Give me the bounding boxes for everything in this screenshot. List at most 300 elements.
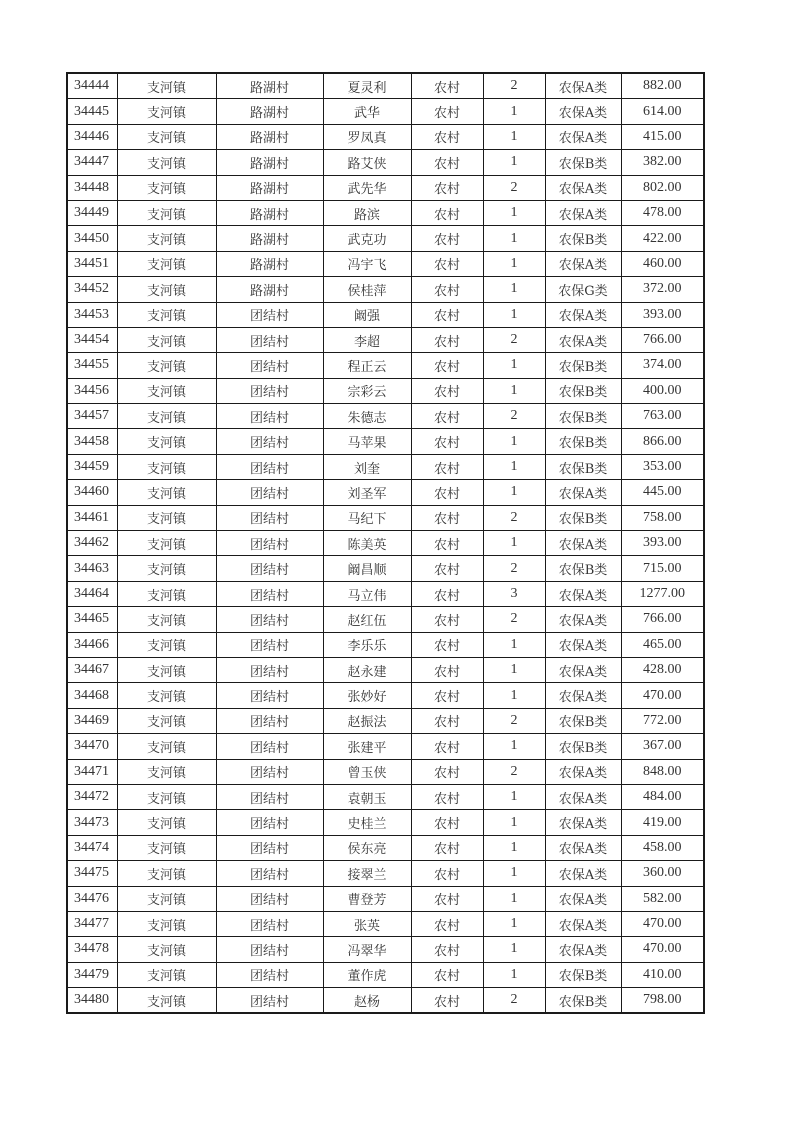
name-cell: 冯宇飞 [323, 251, 411, 276]
household-type-cell: 农村 [411, 404, 483, 429]
town-cell: 支河镇 [117, 835, 216, 860]
name-cell: 程正云 [323, 353, 411, 378]
village-cell: 路湖村 [216, 200, 323, 225]
table-row [67, 175, 704, 200]
category-cell: 农保B类 [545, 556, 621, 581]
category-cell: 农保A类 [545, 886, 621, 911]
category-cell: 农保A类 [545, 657, 621, 682]
category-cell: 农保A类 [545, 302, 621, 327]
category-cell: 农保A类 [545, 632, 621, 657]
category-cell: 农保B类 [545, 226, 621, 251]
record-id-cell: 34476 [67, 886, 117, 911]
member-count-cell: 1 [483, 429, 545, 454]
amount-cell: 458.00 [621, 835, 704, 860]
town-cell: 支河镇 [117, 861, 216, 886]
category-cell: 农保A类 [545, 175, 621, 200]
category-cell: 农保B类 [545, 353, 621, 378]
amount-cell: 360.00 [621, 861, 704, 886]
member-count-cell: 1 [483, 784, 545, 809]
village-cell: 团结村 [216, 505, 323, 530]
name-cell: 武先华 [323, 175, 411, 200]
record-id-cell: 34471 [67, 759, 117, 784]
town-cell: 支河镇 [117, 150, 216, 175]
amount-cell: 374.00 [621, 353, 704, 378]
table-row [67, 988, 704, 1014]
table-row [67, 734, 704, 759]
household-type-cell: 农村 [411, 200, 483, 225]
town-cell: 支河镇 [117, 683, 216, 708]
record-id-cell: 34460 [67, 480, 117, 505]
category-cell: 农保B类 [545, 404, 621, 429]
category-cell: 农保B类 [545, 429, 621, 454]
town-cell: 支河镇 [117, 200, 216, 225]
record-id-cell: 34459 [67, 454, 117, 479]
town-cell: 支河镇 [117, 607, 216, 632]
record-id-cell: 34475 [67, 861, 117, 886]
member-count-cell: 1 [483, 835, 545, 860]
category-cell: 农保B类 [545, 150, 621, 175]
amount-cell: 400.00 [621, 378, 704, 403]
name-cell: 袁朝玉 [323, 784, 411, 809]
name-cell: 阚强 [323, 302, 411, 327]
category-cell: 农保A类 [545, 911, 621, 936]
amount-cell: 445.00 [621, 480, 704, 505]
table-row [67, 607, 704, 632]
village-cell: 团结村 [216, 962, 323, 987]
amount-cell: 763.00 [621, 404, 704, 429]
village-cell: 团结村 [216, 708, 323, 733]
amount-cell: 798.00 [621, 988, 704, 1014]
table-row [67, 937, 704, 962]
amount-cell: 470.00 [621, 683, 704, 708]
village-cell: 路湖村 [216, 175, 323, 200]
table-row [67, 353, 704, 378]
name-cell: 武克功 [323, 226, 411, 251]
village-cell: 团结村 [216, 404, 323, 429]
member-count-cell: 1 [483, 886, 545, 911]
amount-cell: 415.00 [621, 124, 704, 149]
household-type-cell: 农村 [411, 607, 483, 632]
category-cell: 农保A类 [545, 200, 621, 225]
town-cell: 支河镇 [117, 632, 216, 657]
record-id-cell: 34446 [67, 124, 117, 149]
table-row [67, 784, 704, 809]
record-id-cell: 34457 [67, 404, 117, 429]
amount-cell: 382.00 [621, 150, 704, 175]
table-row [67, 124, 704, 149]
member-count-cell: 2 [483, 73, 545, 99]
category-cell: 农保A类 [545, 327, 621, 352]
name-cell: 刘圣军 [323, 480, 411, 505]
member-count-cell: 1 [483, 683, 545, 708]
member-count-cell: 1 [483, 937, 545, 962]
member-count-cell: 1 [483, 861, 545, 886]
household-type-cell: 农村 [411, 988, 483, 1014]
village-cell: 团结村 [216, 327, 323, 352]
record-id-cell: 34454 [67, 327, 117, 352]
town-cell: 支河镇 [117, 480, 216, 505]
household-type-cell: 农村 [411, 505, 483, 530]
member-count-cell: 1 [483, 531, 545, 556]
amount-cell: 766.00 [621, 607, 704, 632]
village-cell: 团结村 [216, 632, 323, 657]
category-cell: 农保A类 [545, 784, 621, 809]
member-count-cell: 1 [483, 378, 545, 403]
category-cell: 农保A类 [545, 759, 621, 784]
village-cell: 团结村 [216, 861, 323, 886]
town-cell: 支河镇 [117, 353, 216, 378]
member-count-cell: 1 [483, 200, 545, 225]
town-cell: 支河镇 [117, 251, 216, 276]
member-count-cell: 1 [483, 632, 545, 657]
name-cell: 陈美英 [323, 531, 411, 556]
village-cell: 路湖村 [216, 150, 323, 175]
household-type-cell: 农村 [411, 734, 483, 759]
amount-cell: 353.00 [621, 454, 704, 479]
village-cell: 团结村 [216, 378, 323, 403]
town-cell: 支河镇 [117, 937, 216, 962]
table-row [67, 480, 704, 505]
record-id-cell: 34479 [67, 962, 117, 987]
village-cell: 团结村 [216, 810, 323, 835]
household-type-cell: 农村 [411, 302, 483, 327]
member-count-cell: 2 [483, 708, 545, 733]
village-cell: 团结村 [216, 429, 323, 454]
category-cell: 农保A类 [545, 607, 621, 632]
amount-cell: 422.00 [621, 226, 704, 251]
village-cell: 团结村 [216, 531, 323, 556]
village-cell: 团结村 [216, 480, 323, 505]
village-cell: 团结村 [216, 886, 323, 911]
amount-cell: 470.00 [621, 937, 704, 962]
member-count-cell: 2 [483, 556, 545, 581]
town-cell: 支河镇 [117, 531, 216, 556]
record-id-cell: 34453 [67, 302, 117, 327]
amount-cell: 410.00 [621, 962, 704, 987]
member-count-cell: 2 [483, 505, 545, 530]
category-cell: 农保B类 [545, 708, 621, 733]
amount-cell: 484.00 [621, 784, 704, 809]
name-cell: 曹登芳 [323, 886, 411, 911]
table-row [67, 911, 704, 936]
category-cell: 农保A类 [545, 531, 621, 556]
name-cell: 张建平 [323, 734, 411, 759]
member-count-cell: 2 [483, 607, 545, 632]
town-cell: 支河镇 [117, 378, 216, 403]
amount-cell: 465.00 [621, 632, 704, 657]
category-cell: 农保G类 [545, 277, 621, 302]
table-row [67, 327, 704, 352]
category-cell: 农保A类 [545, 683, 621, 708]
household-type-cell: 农村 [411, 429, 483, 454]
name-cell: 路艾侠 [323, 150, 411, 175]
town-cell: 支河镇 [117, 810, 216, 835]
member-count-cell: 1 [483, 99, 545, 124]
household-type-cell: 农村 [411, 937, 483, 962]
record-id-cell: 34451 [67, 251, 117, 276]
household-type-cell: 农村 [411, 708, 483, 733]
category-cell: 农保A类 [545, 835, 621, 860]
town-cell: 支河镇 [117, 759, 216, 784]
name-cell: 夏灵利 [323, 73, 411, 99]
name-cell: 侯东亮 [323, 835, 411, 860]
amount-cell: 393.00 [621, 302, 704, 327]
name-cell: 董作虎 [323, 962, 411, 987]
table-row [67, 454, 704, 479]
household-type-cell: 农村 [411, 327, 483, 352]
record-id-cell: 34480 [67, 988, 117, 1014]
category-cell: 农保A类 [545, 73, 621, 99]
village-cell: 团结村 [216, 556, 323, 581]
household-type-cell: 农村 [411, 962, 483, 987]
town-cell: 支河镇 [117, 226, 216, 251]
town-cell: 支河镇 [117, 581, 216, 606]
record-id-cell: 34449 [67, 200, 117, 225]
household-type-cell: 农村 [411, 378, 483, 403]
record-id-cell: 34447 [67, 150, 117, 175]
record-id-cell: 34445 [67, 99, 117, 124]
household-type-cell: 农村 [411, 886, 483, 911]
category-cell: 农保B类 [545, 454, 621, 479]
village-cell: 团结村 [216, 302, 323, 327]
table-row [67, 73, 704, 99]
category-cell: 农保B类 [545, 988, 621, 1014]
name-cell: 赵振法 [323, 708, 411, 733]
member-count-cell: 2 [483, 404, 545, 429]
member-count-cell: 1 [483, 734, 545, 759]
village-cell: 路湖村 [216, 226, 323, 251]
category-cell: 农保B类 [545, 962, 621, 987]
village-cell: 团结村 [216, 607, 323, 632]
name-cell: 赵红伍 [323, 607, 411, 632]
category-cell: 农保A类 [545, 810, 621, 835]
town-cell: 支河镇 [117, 784, 216, 809]
table-row [67, 708, 704, 733]
town-cell: 支河镇 [117, 454, 216, 479]
town-cell: 支河镇 [117, 911, 216, 936]
record-id-cell: 34467 [67, 657, 117, 682]
amount-cell: 614.00 [621, 99, 704, 124]
town-cell: 支河镇 [117, 277, 216, 302]
name-cell: 马立伟 [323, 581, 411, 606]
table-row [67, 99, 704, 124]
category-cell: 农保A类 [545, 861, 621, 886]
town-cell: 支河镇 [117, 886, 216, 911]
name-cell: 刘奎 [323, 454, 411, 479]
record-id-cell: 34450 [67, 226, 117, 251]
amount-cell: 582.00 [621, 886, 704, 911]
category-cell: 农保B类 [545, 505, 621, 530]
town-cell: 支河镇 [117, 988, 216, 1014]
household-type-cell: 农村 [411, 683, 483, 708]
name-cell: 曾玉侠 [323, 759, 411, 784]
name-cell: 接翠兰 [323, 861, 411, 886]
amount-cell: 393.00 [621, 531, 704, 556]
village-cell: 团结村 [216, 581, 323, 606]
records-table [66, 72, 705, 1014]
town-cell: 支河镇 [117, 404, 216, 429]
village-cell: 团结村 [216, 759, 323, 784]
category-cell: 农保A类 [545, 581, 621, 606]
member-count-cell: 1 [483, 911, 545, 936]
member-count-cell: 1 [483, 226, 545, 251]
table-row [67, 150, 704, 175]
table-row [67, 759, 704, 784]
household-type-cell: 农村 [411, 835, 483, 860]
household-type-cell: 农村 [411, 657, 483, 682]
village-cell: 路湖村 [216, 99, 323, 124]
record-id-cell: 34472 [67, 784, 117, 809]
name-cell: 马苹果 [323, 429, 411, 454]
table-row [67, 404, 704, 429]
record-id-cell: 34455 [67, 353, 117, 378]
record-id-cell: 34456 [67, 378, 117, 403]
name-cell: 赵杨 [323, 988, 411, 1014]
record-id-cell: 34464 [67, 581, 117, 606]
record-id-cell: 34458 [67, 429, 117, 454]
name-cell: 路滨 [323, 200, 411, 225]
member-count-cell: 1 [483, 251, 545, 276]
table-row [67, 962, 704, 987]
household-type-cell: 农村 [411, 632, 483, 657]
name-cell: 宗彩云 [323, 378, 411, 403]
amount-cell: 848.00 [621, 759, 704, 784]
town-cell: 支河镇 [117, 73, 216, 99]
table-row [67, 632, 704, 657]
village-cell: 团结村 [216, 911, 323, 936]
amount-cell: 372.00 [621, 277, 704, 302]
member-count-cell: 1 [483, 657, 545, 682]
household-type-cell: 农村 [411, 73, 483, 99]
household-type-cell: 农村 [411, 277, 483, 302]
category-cell: 农保B类 [545, 378, 621, 403]
household-type-cell: 农村 [411, 531, 483, 556]
household-type-cell: 农村 [411, 226, 483, 251]
record-id-cell: 34465 [67, 607, 117, 632]
amount-cell: 419.00 [621, 810, 704, 835]
table-row [67, 531, 704, 556]
household-type-cell: 农村 [411, 759, 483, 784]
village-cell: 团结村 [216, 657, 323, 682]
table-row [67, 657, 704, 682]
amount-cell: 478.00 [621, 200, 704, 225]
village-cell: 团结村 [216, 454, 323, 479]
town-cell: 支河镇 [117, 734, 216, 759]
name-cell: 冯翠华 [323, 937, 411, 962]
member-count-cell: 1 [483, 480, 545, 505]
table-row [67, 556, 704, 581]
member-count-cell: 2 [483, 327, 545, 352]
amount-cell: 715.00 [621, 556, 704, 581]
household-type-cell: 农村 [411, 353, 483, 378]
member-count-cell: 1 [483, 277, 545, 302]
household-type-cell: 农村 [411, 480, 483, 505]
amount-cell: 460.00 [621, 251, 704, 276]
village-cell: 路湖村 [216, 277, 323, 302]
name-cell: 李超 [323, 327, 411, 352]
table-row [67, 505, 704, 530]
town-cell: 支河镇 [117, 429, 216, 454]
table-row [67, 200, 704, 225]
household-type-cell: 农村 [411, 251, 483, 276]
record-id-cell: 34469 [67, 708, 117, 733]
record-id-cell: 34448 [67, 175, 117, 200]
village-cell: 路湖村 [216, 73, 323, 99]
name-cell: 张妙好 [323, 683, 411, 708]
record-id-cell: 34470 [67, 734, 117, 759]
category-cell: 农保A类 [545, 99, 621, 124]
table-row [67, 429, 704, 454]
table-row [67, 683, 704, 708]
name-cell: 侯桂萍 [323, 277, 411, 302]
household-type-cell: 农村 [411, 175, 483, 200]
household-type-cell: 农村 [411, 784, 483, 809]
town-cell: 支河镇 [117, 962, 216, 987]
member-count-cell: 1 [483, 150, 545, 175]
town-cell: 支河镇 [117, 657, 216, 682]
category-cell: 农保B类 [545, 734, 621, 759]
table-body [67, 73, 704, 1013]
name-cell: 罗凤真 [323, 124, 411, 149]
name-cell: 史桂兰 [323, 810, 411, 835]
town-cell: 支河镇 [117, 708, 216, 733]
village-cell: 团结村 [216, 353, 323, 378]
record-id-cell: 34463 [67, 556, 117, 581]
record-id-cell: 34452 [67, 277, 117, 302]
town-cell: 支河镇 [117, 99, 216, 124]
town-cell: 支河镇 [117, 556, 216, 581]
category-cell: 农保A类 [545, 251, 621, 276]
amount-cell: 758.00 [621, 505, 704, 530]
village-cell: 团结村 [216, 835, 323, 860]
table-row [67, 226, 704, 251]
village-cell: 团结村 [216, 988, 323, 1014]
town-cell: 支河镇 [117, 302, 216, 327]
village-cell: 团结村 [216, 683, 323, 708]
amount-cell: 470.00 [621, 911, 704, 936]
amount-cell: 1277.00 [621, 581, 704, 606]
town-cell: 支河镇 [117, 124, 216, 149]
category-cell: 农保A类 [545, 124, 621, 149]
member-count-cell: 1 [483, 454, 545, 479]
name-cell: 张英 [323, 911, 411, 936]
village-cell: 路湖村 [216, 124, 323, 149]
record-id-cell: 34477 [67, 911, 117, 936]
record-id-cell: 34474 [67, 835, 117, 860]
table-row [67, 277, 704, 302]
town-cell: 支河镇 [117, 327, 216, 352]
record-id-cell: 34466 [67, 632, 117, 657]
member-count-cell: 2 [483, 759, 545, 784]
amount-cell: 766.00 [621, 327, 704, 352]
name-cell: 马纪下 [323, 505, 411, 530]
amount-cell: 367.00 [621, 734, 704, 759]
amount-cell: 802.00 [621, 175, 704, 200]
town-cell: 支河镇 [117, 505, 216, 530]
record-id-cell: 34462 [67, 531, 117, 556]
household-type-cell: 农村 [411, 911, 483, 936]
household-type-cell: 农村 [411, 124, 483, 149]
table-row [67, 886, 704, 911]
table-row [67, 835, 704, 860]
table-row [67, 378, 704, 403]
category-cell: 农保A类 [545, 937, 621, 962]
member-count-cell: 1 [483, 962, 545, 987]
household-type-cell: 农村 [411, 454, 483, 479]
village-cell: 团结村 [216, 937, 323, 962]
household-type-cell: 农村 [411, 556, 483, 581]
category-cell: 农保A类 [545, 480, 621, 505]
